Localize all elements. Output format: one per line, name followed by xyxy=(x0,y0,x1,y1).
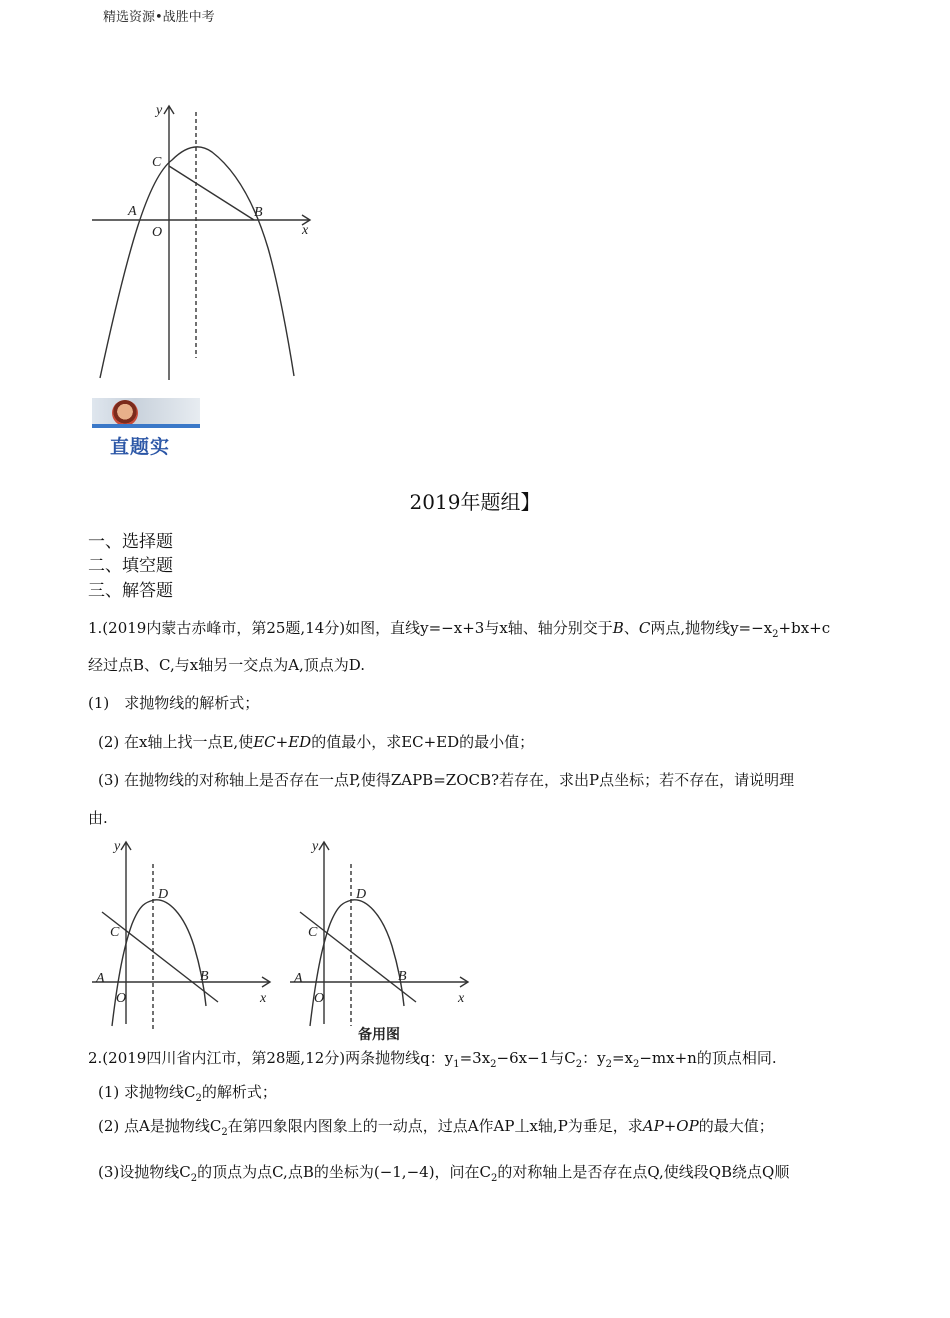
problem1-q1: (1) 求抛物线的解析式； xyxy=(88,694,260,712)
svg-text:y: y xyxy=(114,839,121,854)
cartoon-face-icon xyxy=(112,400,138,426)
banner-text: 直题实 xyxy=(110,436,171,458)
problem1-q2: (2) 在x轴上找一点E,使EC+ED的值最小，求EC+ED的最小值； xyxy=(98,733,535,751)
label-a: A xyxy=(128,204,137,219)
svg-text:x: x xyxy=(260,991,267,1006)
svg-text:D: D xyxy=(356,887,367,902)
svg-text:D: D xyxy=(158,887,169,902)
banner-bar xyxy=(92,424,200,428)
problem1-line2: 经过点B、C,与x轴另一交点为A,顶点为D. xyxy=(88,656,366,674)
part-choice: 一、选择题 xyxy=(88,532,173,552)
svg-text:A: A xyxy=(96,971,105,986)
label-b: B xyxy=(254,205,263,220)
section-title: 2019年题组】 xyxy=(409,490,541,514)
parabola-curve xyxy=(100,147,294,378)
problem1-q3: (3) 在抛物线的对称轴上是否存在一点P,使得ZAPB=ZOCB?若存在，求出P点坐标；若不存在，请说明理 xyxy=(98,771,795,789)
part-answer: 三、解答题 xyxy=(88,581,173,601)
segment-cb xyxy=(169,166,254,220)
svg-text:O: O xyxy=(314,991,325,1006)
svg-text:y: y xyxy=(312,839,319,854)
label-c: C xyxy=(152,155,162,170)
parabola-figure-right xyxy=(286,836,476,1046)
svg-text:B: B xyxy=(398,969,407,984)
problem2-q3: (3)设抛物线$C_2$的顶点为点C,点B的坐标为(−1,−4)，问在$C_2$的对称轴上是否存在点Q,使线段QB绕点Q顺 xyxy=(98,1163,790,1184)
svg-text:C: C xyxy=(110,925,120,940)
svg-text:B: B xyxy=(200,969,209,984)
svg-text:A: A xyxy=(294,971,303,986)
label-x: x xyxy=(302,223,309,238)
banner-image xyxy=(92,398,202,458)
problem2-q2: (2) 点A是抛物线$C_2$在第四象限内图象上的一动点，过点A作AP丄x轴,P为垂足，求AP+OP的最大值； xyxy=(98,1117,774,1138)
page-header: 精选资源•战胜中考 xyxy=(103,10,215,25)
parabola-figure-left xyxy=(88,836,278,1036)
figure-caption: 备用图 xyxy=(358,1028,400,1043)
svg-text:O: O xyxy=(116,991,127,1006)
svg-text:C: C xyxy=(308,925,318,940)
part-fill: 二、填空题 xyxy=(88,556,173,576)
svg-text:x: x xyxy=(458,991,465,1006)
problem2-line1: 2.(2019四川省内江市，第28题,12分)两条抛物线q：$y_1=3x_2-6x-1$与$C_2$：$y_2=x_2-mx+n$的顶点相同. xyxy=(88,1049,777,1070)
label-o: O xyxy=(152,225,163,240)
problem1-line1: 1.(2019内蒙古赤峰市，第25题,14分)如图，直线y=−x+3与x轴、轴分别交于B、C两点,抛物线$y=-x_2+bx+c$ xyxy=(88,619,831,640)
problem1-q3-cont: 由. xyxy=(88,809,108,827)
label-y: y xyxy=(156,103,163,118)
problem2-q1: (1) 求抛物线$C_2$的解析式； xyxy=(98,1083,277,1104)
parabola-figure-top xyxy=(88,98,318,388)
